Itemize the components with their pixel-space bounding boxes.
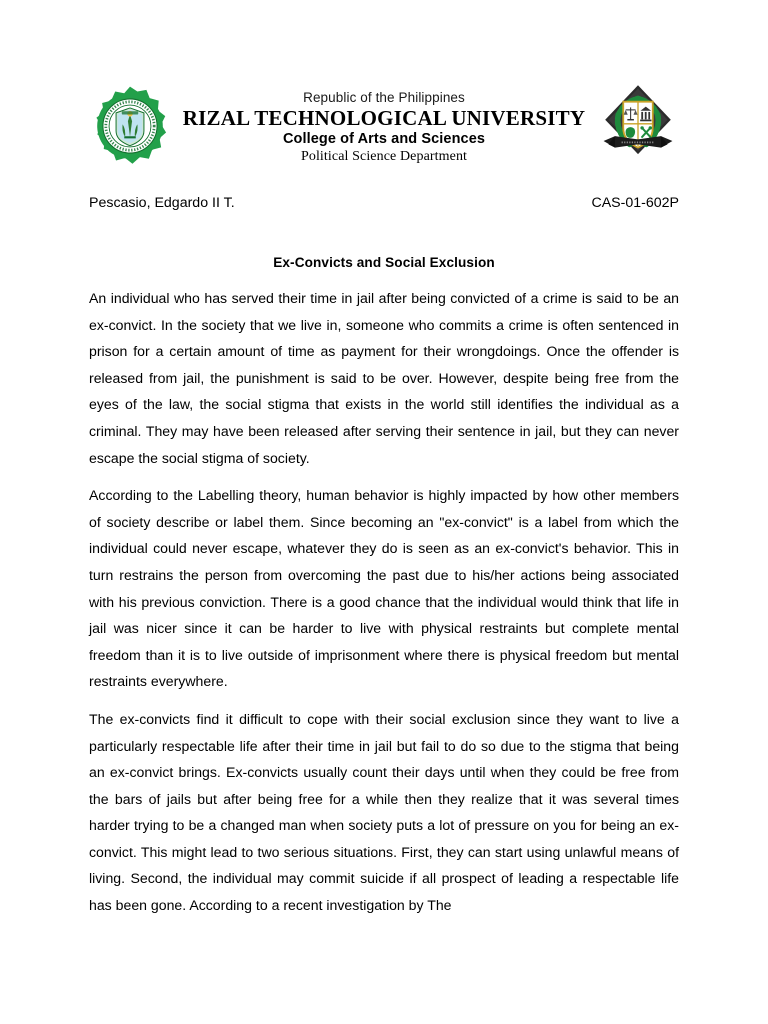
paragraph: An individual who has served their time in jail after being convicted of a crime is said to be an ex-convict. In the society that we live in, someone who commits a crime is often sentenced in prison for a certain amount of time as payment for their wrongdoings. Once the offender is released from jail, the punishment is said to be over. However, despite being free from the eyes of the law, the social stigma that exists in the world still identifies the individual as a criminal. They may have been released after serving their sentence in jail, but they can never escape the social stigma of society. — [89, 290, 679, 466]
letterhead-university-name: RIZAL TECHNOLOGICAL UNIVERSITY — [182, 105, 586, 130]
letterhead-republic-line: Republic of the Philippines — [303, 90, 465, 105]
author-name: Pescasio, Edgardo II T. — [89, 195, 235, 211]
paragraph: According to the Labelling theory, human behavior is highly impacted by how other members of society describe or label them. Since becoming an "ex-convict" is a label from which the individual could never escape, whatever they do is seen as an ex-convict's behavior. This in turn restrains the person from overcoming the past due to his/her actions being associated with his previous conviction. There is a good chance that the individual would think that life in jail was nicer since it can be harder to live with physical restraints but complete mental freedom than it is to live outside of imprisonment where there is physical freedom but mental restraints everywhere. — [89, 487, 679, 690]
letterhead — [89, 80, 679, 175]
letterhead-college-name: College of Arts and Sciences — [282, 130, 486, 147]
cas-crest-logo — [597, 80, 679, 166]
letterhead-department-name: Political Science Department — [300, 149, 468, 164]
letterhead-text-block — [171, 80, 597, 164]
paragraph: The ex-convicts find it difficult to cope with their social exclusion since they want to live a particularly respectable life after their time in jail but fail to do so due to the stigma that being an ex-convict brings. Ex-convicts usually count their days until when they could be free from the bars of jails but after being free for a while then they realize that it was several times harder trying to be a changed man when society puts a lot of pressure on you for being an ex-convict. This might lead to two serious situations. First, they can start using unlawful means of living. Second, the individual may commit suicide if all prospect of leading a respectable life has been gone. According to a recent investigation by The — [89, 710, 679, 914]
page-title: Ex-Convicts and Social Exclusion — [273, 255, 495, 270]
rtu-seal-logo — [89, 83, 171, 169]
author-and-code-row — [89, 195, 679, 211]
document-body — [89, 285, 679, 919]
course-code: CAS-01-602P — [591, 195, 679, 211]
